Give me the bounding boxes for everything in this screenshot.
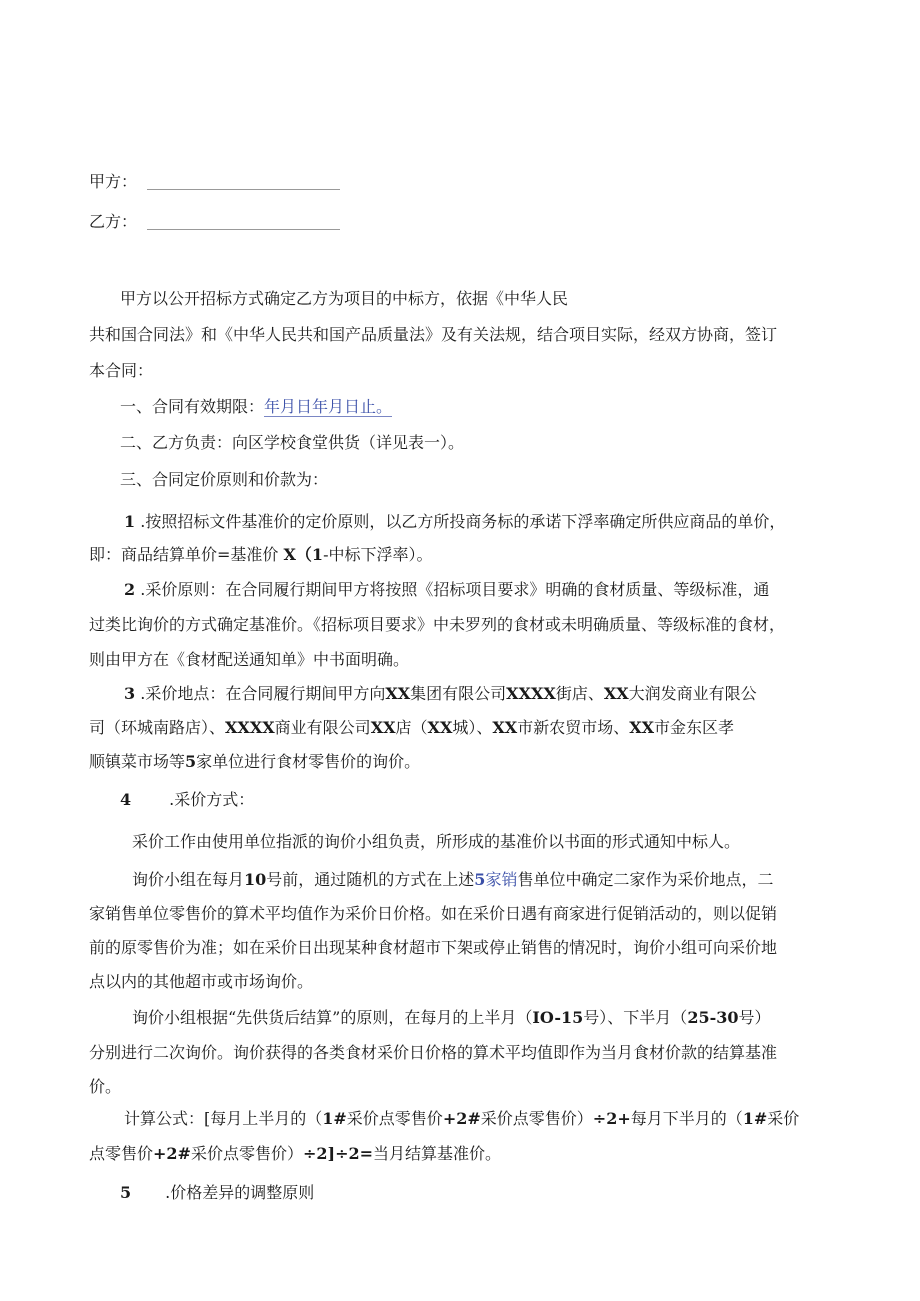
para-3-text: 询价小组根据“先供货后结算”的原则，在每月的上半月（ (132, 1008, 533, 1027)
section-1-label: 一、合同有效期限： (120, 397, 265, 416)
para-1: 采价工作由使用单位指派的询价小组负责，所形成的基准价以书面的形式通知中标人。 (132, 832, 741, 851)
para-2-bold: 5 (474, 870, 486, 889)
intro-line-1: 甲方以公开招标方式确定乙方为项目的中标方，依据《中华人民 (120, 289, 569, 308)
item-4-line (120, 790, 254, 810)
section-1 (120, 397, 392, 417)
para-2-bold: 10 (244, 870, 267, 889)
para-2-text: 询价小组在每月 (132, 870, 245, 889)
para-3-bold: IO-15 (532, 1008, 584, 1027)
item-5-line (120, 1183, 314, 1203)
item-3-text: 司（环城南路店）、 (89, 718, 226, 737)
para-2-line-4: 点以内的其他超市或市场询价。 (89, 972, 314, 991)
formula-line-2 (89, 1144, 501, 1164)
formula-text: 采价点零售价） (480, 1109, 593, 1128)
item-1-text-1: .按照招标文件基准价的定价原则，以乙方所投商务标的承诺下浮率确定所供应商品的单价， (140, 512, 786, 531)
item-2-text-1: .采价原则：在合同履行期间甲方将按照《招标项目要求》明确的食材质量、等级标准，通 (140, 580, 770, 599)
item-3-text: 街店、 (555, 684, 604, 703)
party-a-blank (147, 175, 340, 190)
item-3-text: 家单位进行食材零售价的询价。 (196, 752, 421, 771)
item-2-line-2: 过类比询价的方式确定基准价。《招标项目要求》中未罗列的食材或未明确质量、等级标准的食材， (89, 615, 786, 634)
formula-bold: +2# (153, 1144, 191, 1163)
formula-text: 点零售价 (89, 1144, 154, 1163)
formula-bold: ÷2+ (592, 1109, 631, 1128)
intro-line-3: 本合同： (89, 361, 154, 380)
item-3-bold: XX (427, 718, 453, 737)
item-5-label: .价格差异的调整原则 (165, 1183, 315, 1202)
formula-line-1 (124, 1109, 799, 1129)
item-4-number: 4 (120, 790, 132, 809)
formula-text: 采价 (767, 1109, 800, 1128)
item-2-number: 2 (124, 580, 136, 599)
item-3-bold: XX (385, 684, 411, 703)
formula-text: 每月下半月的（ (630, 1109, 743, 1128)
item-3-line-3 (89, 752, 420, 772)
party-b-line (89, 212, 340, 232)
section-2: 二、乙方负责：向区学校食堂供货（详见表一）。 (120, 433, 465, 452)
item-1-number: 1 (124, 512, 136, 531)
item-4-label: .采价方式： (169, 790, 255, 809)
item-3-text: 市金东区孝 (654, 718, 735, 737)
item-5-number: 5 (120, 1183, 132, 1202)
item-3-number: 3 (124, 684, 136, 703)
formula-text: 采价点零售价 (346, 1109, 443, 1128)
item-3-text: .采价地点：在合同履行期间甲方向 (140, 684, 386, 703)
party-b-label: 乙方： (89, 212, 138, 231)
item-1-text-2c: -中标下浮率）。 (323, 545, 433, 564)
item-3-text: 店（ (395, 718, 428, 737)
item-1-text-2b: X（1 (283, 545, 324, 564)
para-2-text: 售单位中确定二家作为采价地点，二 (517, 870, 774, 889)
item-1-line-1 (124, 512, 785, 532)
item-3-text: 城）、 (452, 718, 493, 737)
formula-text: 采价点零售价） (190, 1144, 303, 1163)
item-3-line-1 (124, 684, 757, 704)
term-link[interactable]: 年月日年月日止。 (264, 397, 393, 416)
item-1-line-2 (89, 545, 433, 565)
party-a-label: 甲方： (89, 172, 138, 191)
item-2-line-3: 则由甲方在《食材配送通知单》中书面明确。 (89, 650, 410, 669)
item-1-text-2a: 即：商品结算单价=基准价 (89, 545, 279, 564)
item-3-text: 大润发商业有限公 (628, 684, 757, 703)
item-3-bold: XX (629, 718, 655, 737)
intro-line-2: 共和国合同法》和《中华人民共和国产品质量法》及有关法规，结合项目实际，经双方协商，签订 (89, 325, 778, 344)
para-3-line-1 (132, 1008, 771, 1028)
formula-bold: 1# (322, 1109, 347, 1128)
para-2-blue: 家销 (485, 870, 518, 889)
para-3-line-3: 价。 (89, 1077, 122, 1096)
para-3-text: 号） (738, 1008, 771, 1027)
para-2-line-3: 前的原零售价为准；如在采价日出现某种食材超市下架或停止销售的情况时，询价小组可向采价地 (89, 938, 778, 957)
formula-text: 计算公式：[每月上半月的（ (124, 1109, 323, 1128)
item-3-text: 商业有限公司 (274, 718, 371, 737)
para-2-line-2: 家销售单位零售价的算术平均值作为采价日价格。如在采价日遇有商家进行促销活动的，则以促销 (89, 904, 778, 923)
party-a-line (89, 172, 340, 192)
item-3-bold: 5 (185, 752, 197, 771)
item-3-text: 市新农贸市场、 (517, 718, 630, 737)
para-3-text: 号）、下半月（ (583, 1008, 688, 1027)
item-3-text: 集团有限公司 (410, 684, 507, 703)
formula-text: 当月结算基准价。 (373, 1144, 502, 1163)
formula-bold: +2# (442, 1109, 481, 1128)
para-3-line-2: 分别进行二次询价。询价获得的各类食材采价日价格的算术平均值即作为当月食材价款的结算基准 (89, 1043, 778, 1062)
item-3-bold: XXXX (506, 684, 556, 703)
item-3-text: 顺镇菜市场等 (89, 752, 186, 771)
item-3-bold: XX (492, 718, 518, 737)
item-3-line-2 (89, 718, 734, 738)
item-3-bold: XX (603, 684, 629, 703)
para-2-text: 号前，通过随机的方式在上述 (266, 870, 475, 889)
formula-bold: 1# (742, 1109, 768, 1128)
para-3-bold: 25-30 (687, 1008, 739, 1027)
item-3-bold: XXXX (225, 718, 275, 737)
formula-bold: ÷2]÷2= (302, 1144, 374, 1163)
party-b-blank (147, 215, 340, 230)
para-2-line-1 (132, 870, 773, 890)
item-2-line-1 (124, 580, 769, 600)
section-3: 三、合同定价原则和价款为： (120, 470, 329, 489)
item-3-bold: XX (370, 718, 396, 737)
